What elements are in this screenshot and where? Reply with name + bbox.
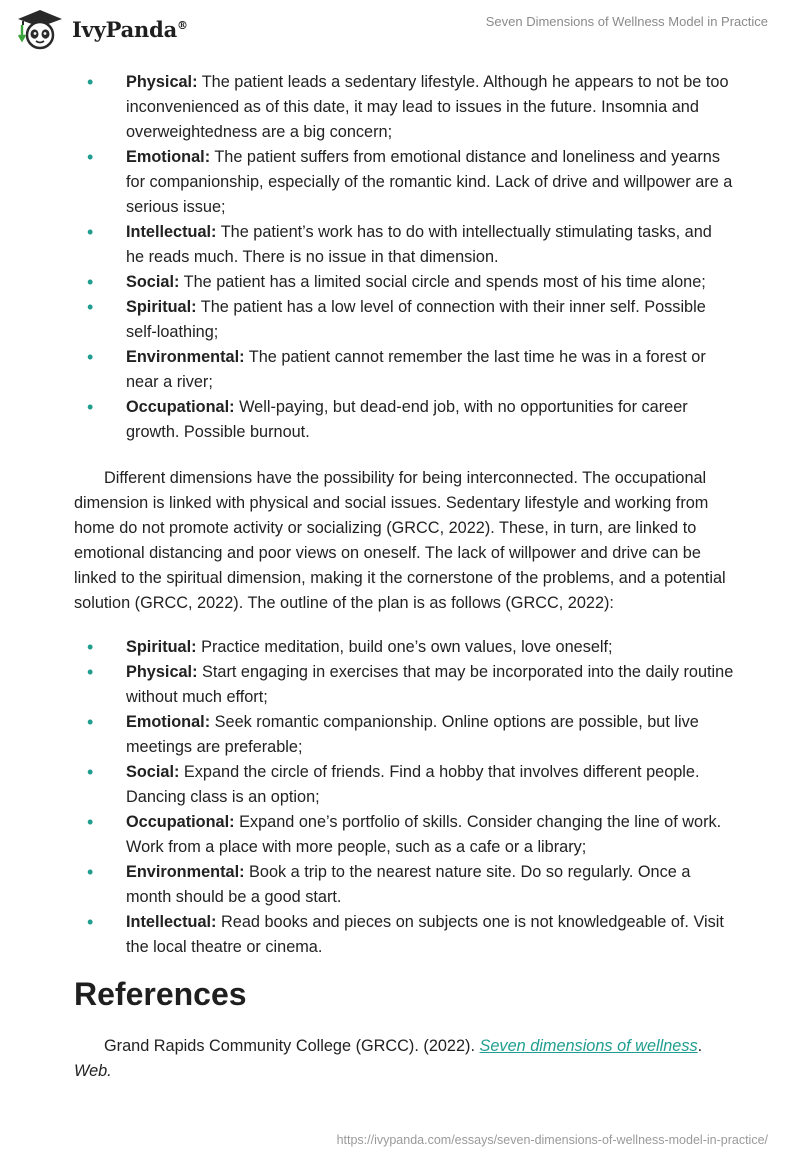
bullet-icon: • <box>87 222 94 242</box>
list-item-term: Intellectual: <box>126 913 217 931</box>
list-item-term: Environmental: <box>126 348 245 366</box>
list-item-text: The patient leads a sedentary lifestyle. Although he appears to not be too inconvenienced as of this date, it may lead to issues in the future. Insomnia and overweightedness are a big concern; <box>126 73 729 141</box>
reference-entry: Grand Rapids Community College (GRCC). (2022). Seven dimensions of wellness. Web. <box>74 1037 703 1080</box>
list-item-term: Environmental: <box>126 863 245 881</box>
list-item-text: Read books and pieces on subjects one is not knowledgeable of. Visit the local theatre or cinema. <box>126 913 724 956</box>
bullet-icon: • <box>87 812 94 832</box>
list-item <box>74 70 734 145</box>
page-header <box>0 0 800 60</box>
list-item-text: The patient suffers from emotional distance and loneliness and yearns for companionship, especially of the romantic kind. Lack of drive and willpower are a serious issue; <box>126 148 733 216</box>
list-item-text: Book a trip to the nearest nature site. Do so regularly. Once a month should be a good start. <box>126 863 691 906</box>
list-item <box>74 395 734 445</box>
bullet-icon: • <box>87 297 94 317</box>
plan-list <box>74 635 734 960</box>
bullet-icon: • <box>87 272 94 292</box>
list-item <box>74 295 734 345</box>
bullet-icon: • <box>87 712 94 732</box>
document-title: Seven Dimensions of Wellness Model in Practice <box>485 14 768 29</box>
bullet-icon: • <box>87 762 94 782</box>
brand-name: IvyPanda® <box>72 16 188 42</box>
list-item <box>74 910 734 960</box>
list-item-text: Expand one’s portfolio of skills. Consider changing the line of work. Work from a place with more people, such as a cafe or a library; <box>126 813 722 856</box>
list-item-text: Start engaging in exercises that may be incorporated into the daily routine without much effort; <box>126 663 734 706</box>
panda-graduate-icon <box>14 8 66 50</box>
bullet-icon: • <box>87 912 94 932</box>
list-item-term: Intellectual: <box>126 223 217 241</box>
ivypanda-logo[interactable] <box>14 8 188 50</box>
list-item <box>74 860 734 910</box>
bullet-icon: • <box>87 662 94 682</box>
list-item-term: Occupational: <box>126 813 235 831</box>
bullet-icon: • <box>87 637 94 657</box>
bullet-icon: • <box>87 72 94 92</box>
article-body <box>74 70 734 1084</box>
list-item-text: The patient has a low level of connection with their inner self. Possible self-loathing; <box>126 298 706 341</box>
list-item <box>74 660 734 710</box>
list-item-text: The patient’s work has to do with intellectually stimulating tasks, and he reads much. There is no issue in that dimension. <box>126 223 712 266</box>
bullet-icon: • <box>87 862 94 882</box>
list-item <box>74 270 734 295</box>
body-paragraph: Different dimensions have the possibility for being interconnected. The occupational dimension is linked with physical and social issues. Sedentary lifestyle and working from home do not promote activity or socializing (GRCC, 2022). These, in turn, are linked to emotional distancing and poor views on oneself. The lack of willpower and drive can be linked to the spiritual dimension, making it the cornerstone of the problems, and a potential solution (GRCC, 2022). The outline of the plan is as follows (GRCC, 2022): <box>74 469 726 612</box>
assessment-list <box>74 70 734 445</box>
list-item-term: Emotional: <box>126 148 211 166</box>
bullet-icon: • <box>87 347 94 367</box>
list-item-term: Emotional: <box>126 713 211 731</box>
list-item <box>74 145 734 220</box>
list-item-term: Occupational: <box>126 398 235 416</box>
list-item-term: Spiritual: <box>126 298 197 316</box>
list-item <box>74 220 734 270</box>
bullet-icon: • <box>87 397 94 417</box>
bullet-icon: • <box>87 147 94 167</box>
list-item-text: The patient has a limited social circle and spends most of his time alone; <box>179 273 706 291</box>
references-heading: References <box>74 976 247 1012</box>
list-item <box>74 345 734 395</box>
list-item-term: Physical: <box>126 73 198 91</box>
list-item <box>74 710 734 760</box>
list-item <box>74 635 734 660</box>
footer-url[interactable]: https://ivypanda.com/essays/seven-dimensions-of-wellness-model-in-practice/ <box>336 1133 768 1147</box>
reference-link[interactable]: Seven dimensions of wellness <box>479 1037 698 1055</box>
list-item-text: The patient cannot remember the last time he was in a forest or near a river; <box>126 348 706 391</box>
list-item-term: Physical: <box>126 663 198 681</box>
list-item-text: Expand the circle of friends. Find a hobby that involves different people. Dancing class is an option; <box>126 763 700 806</box>
list-item <box>74 810 734 860</box>
list-item-term: Social: <box>126 273 180 291</box>
list-item-text: Well-paying, but dead-end job, with no opportunities for career growth. Possible burnout. <box>126 398 688 441</box>
list-item-text: Seek romantic companionship. Online options are possible, but live meetings are preferable; <box>126 713 699 756</box>
list-item-term: Social: <box>126 763 180 781</box>
list-item-text: Practice meditation, build one’s own values, love oneself; <box>196 638 613 656</box>
list-item <box>74 760 734 810</box>
list-item-term: Spiritual: <box>126 638 197 656</box>
